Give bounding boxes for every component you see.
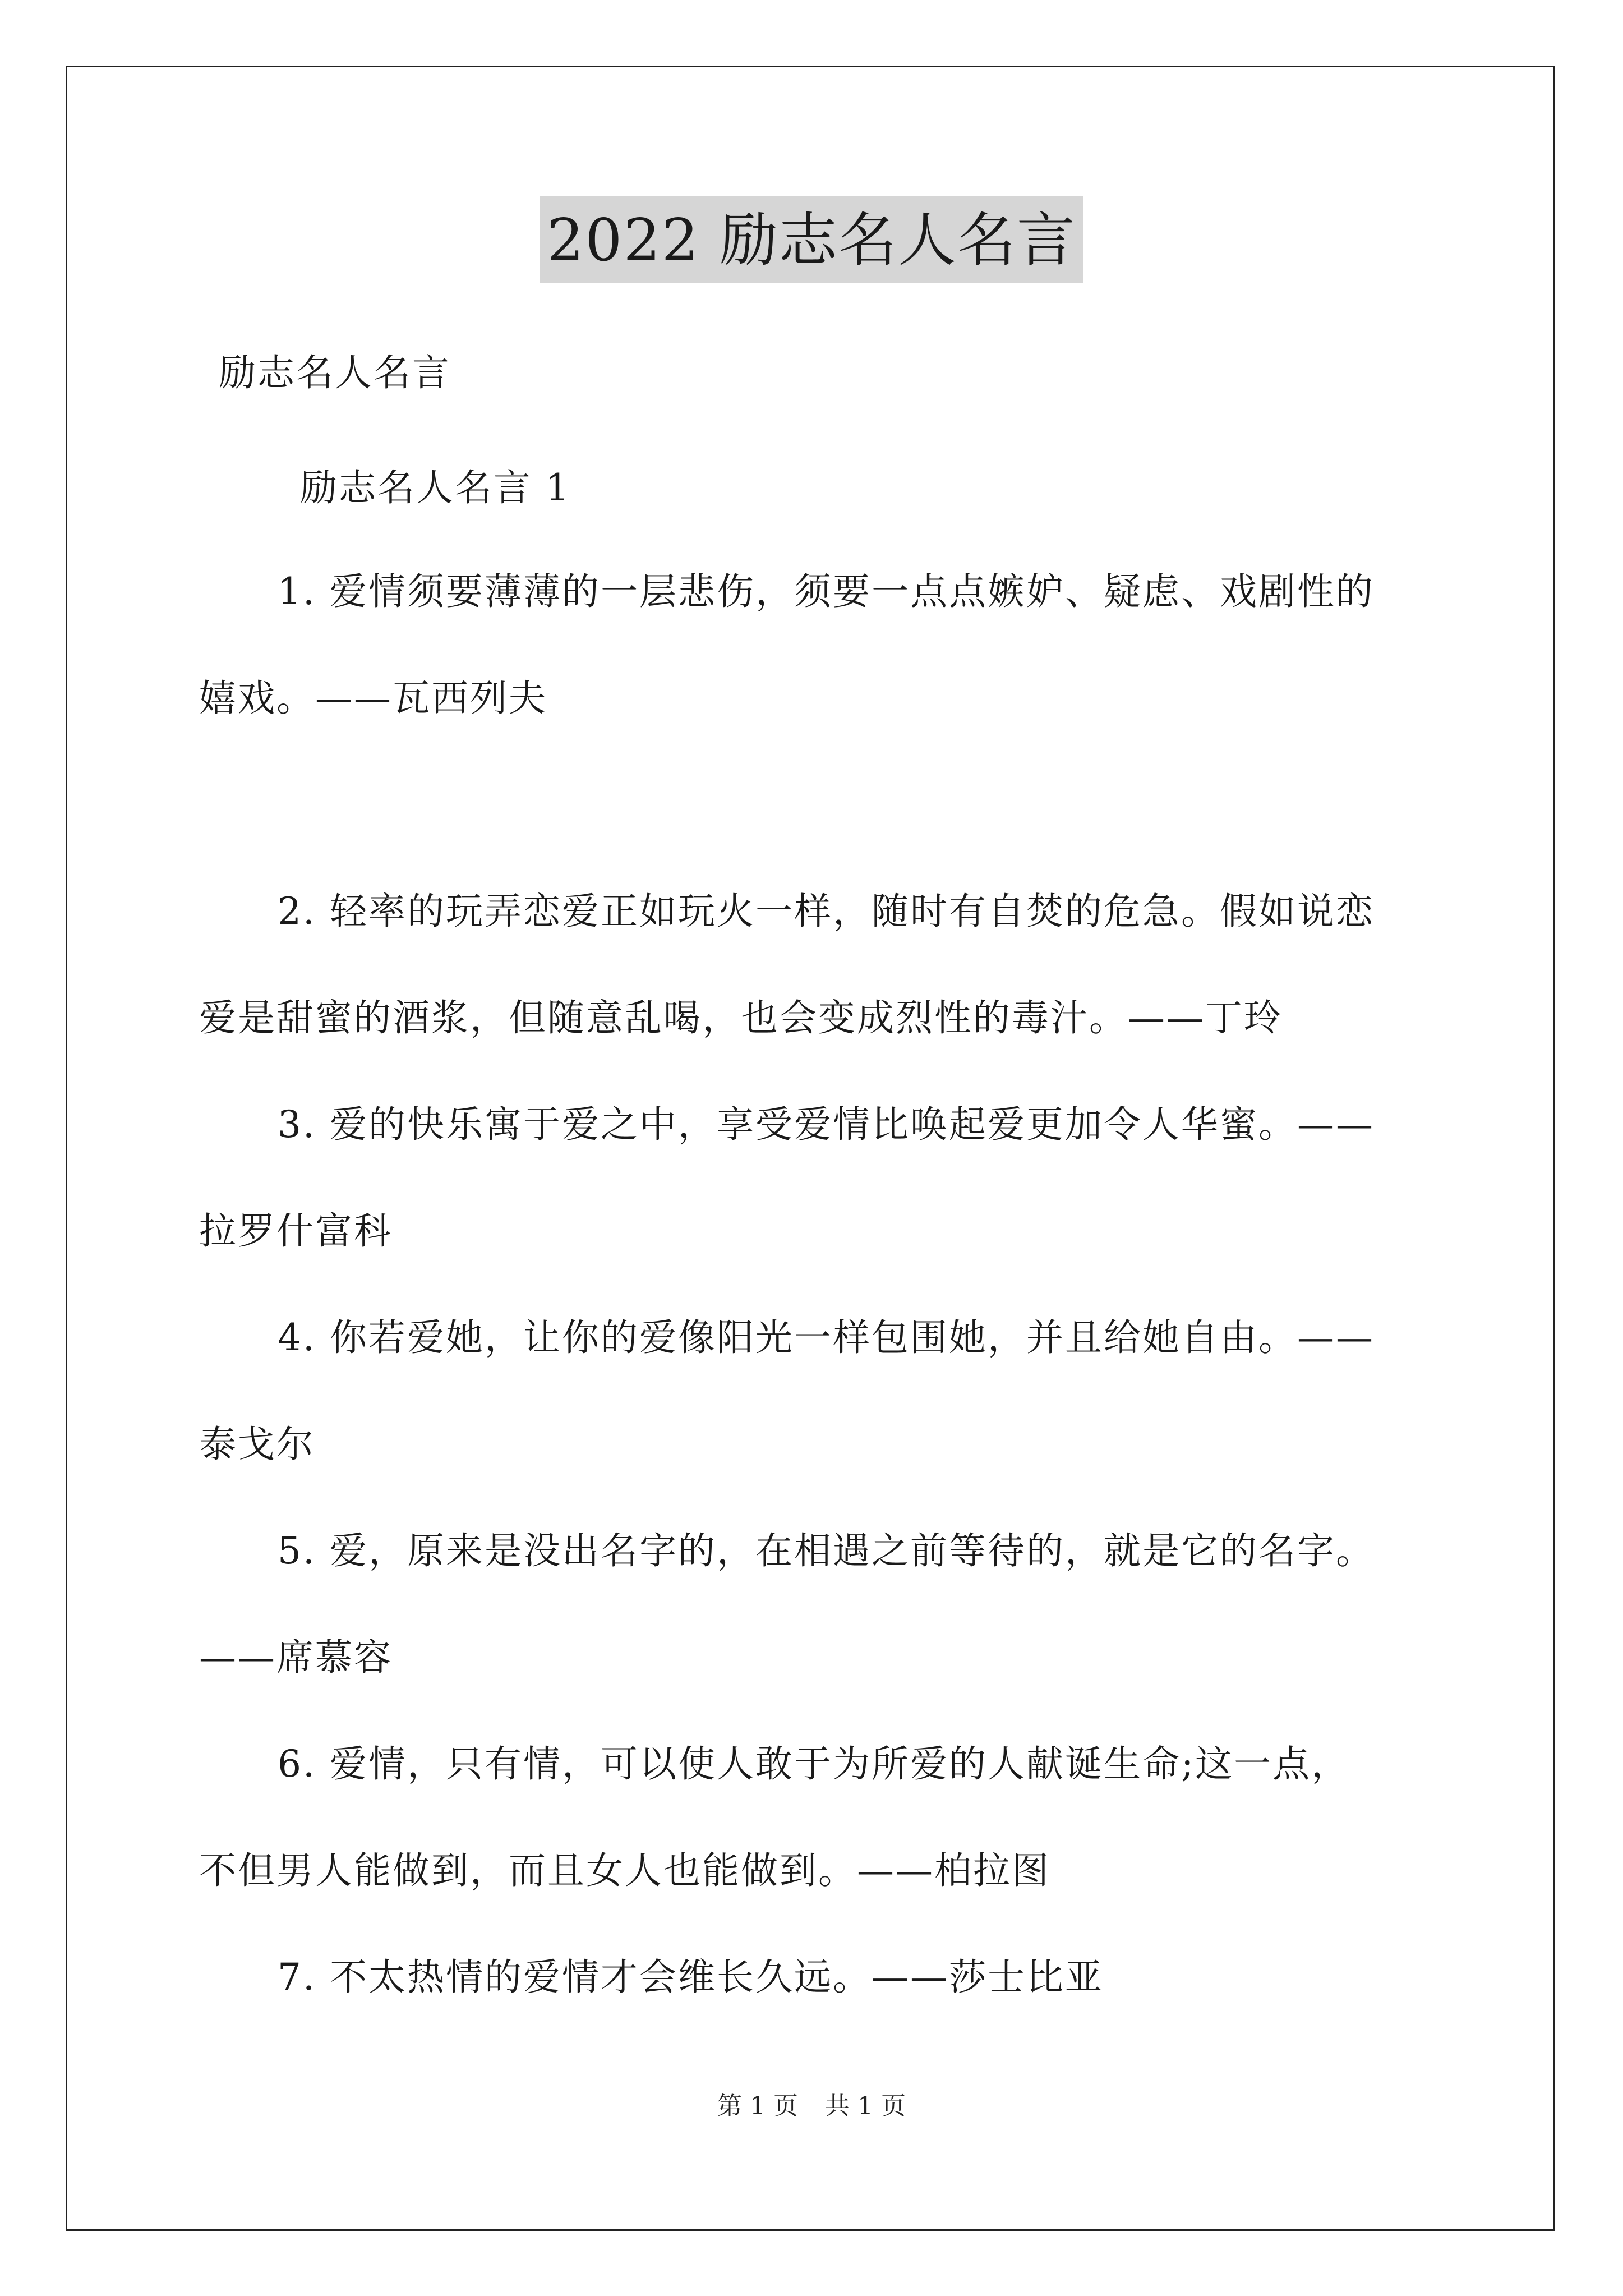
page-footer bbox=[0, 2090, 1623, 2123]
page-number: 第 1 页 bbox=[717, 2092, 798, 2120]
quote-line: 4. 你若爱她，让你的爱像阳光一样包围她，并且给她自由。—— bbox=[278, 1316, 1375, 1359]
quote-line: 1. 爱情须要薄薄的一层悲伤，须要一点点嫉妒、疑虑、戏剧性的 bbox=[278, 570, 1375, 613]
quote-line: 5. 爱，原来是没出名字的，在相遇之前等待的，就是它的名字。 bbox=[278, 1529, 1375, 1572]
document-title: 2022 励志名人名言 bbox=[540, 196, 1083, 283]
section-heading: 励志名人名言 1 bbox=[300, 466, 571, 509]
quote-line: 6. 爱情，只有情，可以使人敢于为所爱的人献诞生命;这一点， bbox=[278, 1742, 1350, 1786]
quote-line: 嬉戏。——瓦西列夫 bbox=[199, 677, 547, 720]
quote-line: 拉罗什富科 bbox=[199, 1209, 393, 1253]
subtitle: 励志名人名言 bbox=[219, 351, 451, 394]
title-container bbox=[0, 196, 1623, 283]
quote-line: 爱是甜蜜的酒浆，但随意乱喝，也会变成烈性的毒汁。——丁玲 bbox=[199, 996, 1283, 1039]
quote-line: 7. 不太热情的爱情才会维长久远。——莎士比亚 bbox=[278, 1955, 1104, 1999]
quote-line: 3. 爱的快乐寓于爱之中，享受爱情比唤起爱更加令人华蜜。—— bbox=[278, 1103, 1375, 1146]
page-total: 共 1 页 bbox=[825, 2092, 906, 2120]
quote-line: 泰戈尔 bbox=[199, 1423, 315, 1466]
quote-line: 2. 轻率的玩弄恋爱正如玩火一样，随时有自焚的危急。假如说恋 bbox=[278, 890, 1375, 933]
quote-line: ——席慕容 bbox=[199, 1636, 393, 1679]
quote-line: 不但男人能做到，而且女人也能做到。——柏拉图 bbox=[199, 1849, 1050, 1892]
